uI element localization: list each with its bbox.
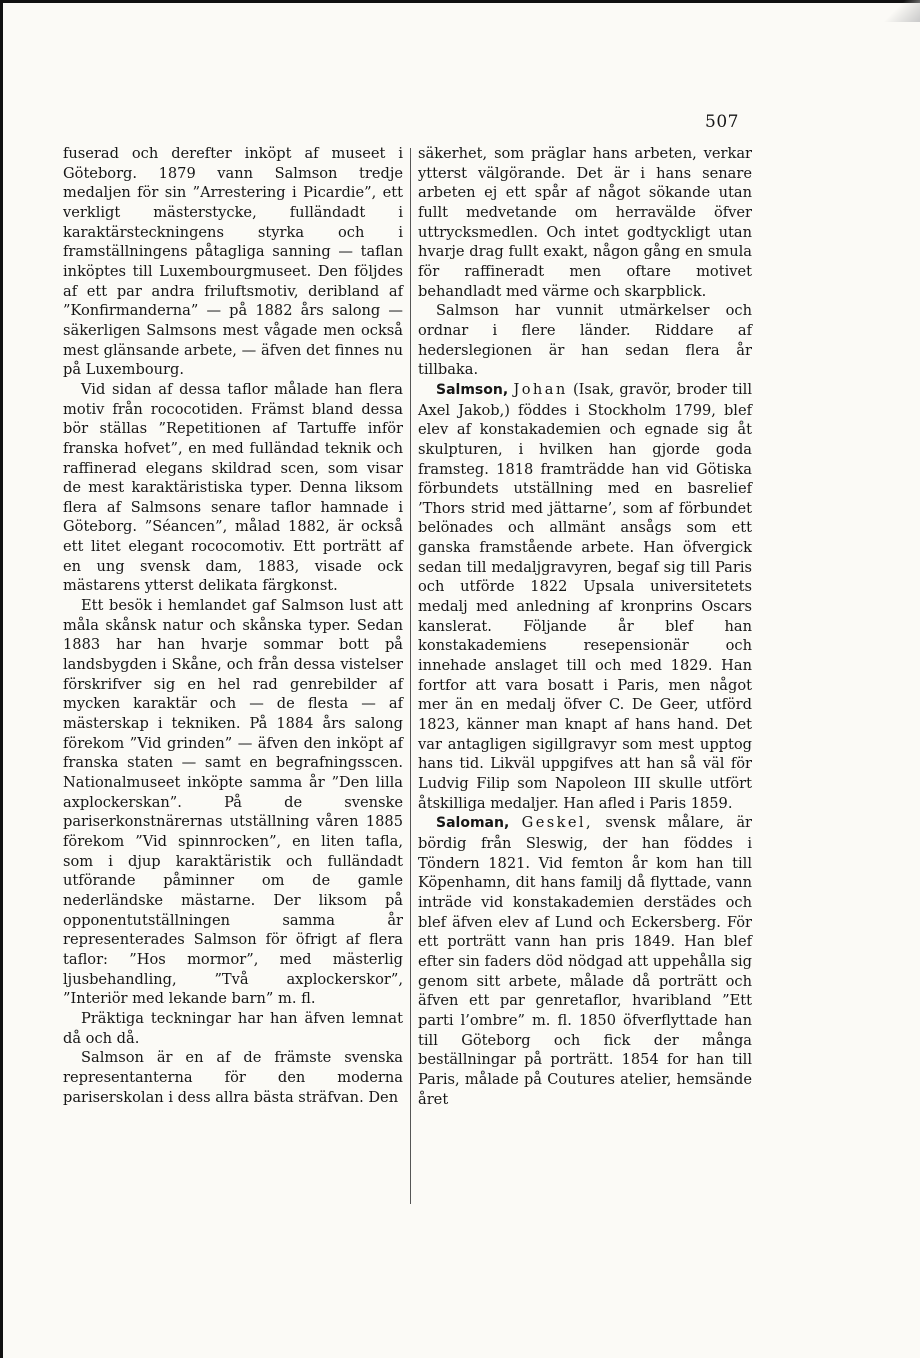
column-divider — [410, 148, 411, 1204]
paragraph: Ett besök i hemlandet gaf Salmson lust att måla skånsk natur och skånska typer. Sedan 1883 har han hvarje sommar bott på landsbygden i Skåne, och från dessa vistelser förskrifver sig en hel rad genrebilder af mycken karaktär och — de flesta — af mästerskap i tekniken. På 1884 års salong förekom ”Vid grinden” — äfven den inköpt af franska staten — samt en begrafningsscen. Nationalmuseet inköpte samma år ”Den lilla axplockerskan”. På de svenske pariserkonstnärernas utställning våren 1885 förekom ”Vid spinnrocken”, en liten tafla, som i djup karaktäristik och fulländadt utförande påminner om de gamle nederländske mästarne. Der liksom på opponentutställningen samma år representerades Salmson för öfrigt af flera taflor: ”Hos mormor”, med mästerlig ljusbehandling, ”Två axplockerskor”, ”Interiör med lekande barn” m. fl. — [63, 597, 403, 1008]
entry-text: (Isak, gravör, broder till Axel Jakob,) föddes i Stockholm 1799, blef elev af konstakademien och egnade sig åt skulpturen, i hvilken han gjorde goda framsteg. 1818 framträdde han vid Götiska förbundets utställning med en basrelief ’Thors strid med jättarne’, som af förbundet belönades och allmänt ansågs som ett ganska framstående arbete. Han öfvergick sedan till medaljgravyren, begaf sig till Paris och utförde 1822 Upsala universitetets medalj med anledning af kronprins Oscars kanslerat. Följande år blef han konstakademiens resepensionär och innehade anslaget till och med 1829. Han fortfor att vara bosatt i Paris, men något mer än en medalj öfver C. De Geer, utförd 1823, känner man knapt af hans hand. Det var antagligen sigillgravyr som mest upptog hans tid. Likväl uppgifves att han så väl för Ludvig Filip som Napoleon III skulle utfört åtskilliga medaljer. Han afled i Paris 1859. — [418, 380, 753, 812]
entry-headword: Saloman, — [436, 815, 510, 832]
entry-headword: Salmson, — [436, 381, 509, 398]
scan-border-left — [0, 0, 3, 1358]
paragraph: Vid sidan af dessa taflor målade han flera motiv från rococotiden. Främst bland dessa bör ställas ”Repetitionen af Tartuffe inför franska hofvet”, en med fulländad teknik och raffinerad elegans skildrad scen, som visar de mest karaktäristiska typer. Denna liksom flera af Salmsons senare taflor hamnade i Göteborg. ”Séancen”, målad 1882, är också ett litet elegant rococomotiv. Ett porträtt af en ung svensk dam, 1883, visade ock mästarens ytterst delikata färgkonst. — [63, 380, 403, 595]
entry-forename: Johan — [513, 380, 568, 398]
page-number: 507 — [705, 112, 739, 132]
entry-salmson-johan — [418, 380, 752, 813]
scan-corner-mark — [880, 0, 920, 22]
entry-text: svensk målare, är bördig från Sleswig, der han föddes i Töndern 1821. Vid femton år kom han till Köpenhamn, dit hans familj då flyttade, vann inträde vid konstakademien derstädes och blef äfven elev af Lund och Eckersberg. För ett porträtt vann han pris 1849. Han blef efter sin faders död nödgad att uppehålla sig genom sitt arbete, målade då porträtt och äfven ett par genretaflor, hvaribland ”Ett parti l’ombre” m. fl. 1850 öfverflyttade han till Göteborg och fick der många beställningar på porträtt. 1854 for han till Paris, målade på Coutures atelier, hemsände året — [418, 814, 753, 1108]
paragraph: Präktiga teckningar har han äfven lemnat då och då. — [63, 1009, 403, 1047]
scan-border-top — [0, 0, 920, 3]
right-column — [418, 144, 752, 1109]
entry-saloman-geskel — [418, 813, 752, 1109]
paragraph: säkerhet, som präglar hans arbeten, verkar ytterst välgörande. Det är i hans senare arbeten ej ett spår af något sökande utan fullt medvetande om herravälde öfver uttrycksmedlen. Och intet godtyckligt utan hvarje drag fullt exakt, någon gång en smula för raffineradt men oftare motivet behandladt med värme och skarpblick. — [418, 145, 752, 300]
paragraph: Salmson är en af de främste svenska representanterna för den moderna pariserskolan i dess allra bästa sträfvan. Den — [63, 1049, 403, 1106]
left-column — [63, 144, 403, 1107]
paragraph: Salmson har vunnit utmärkelser och ordnar i flere länder. Riddare af hederslegionen är han sedan flera år tillbaka. — [418, 302, 752, 379]
entry-forename: Geskel, — [521, 814, 594, 832]
paragraph: fuserad och derefter inköpt af museet i Göteborg. 1879 vann Salmson tredje medaljen för sin ”Arrestering i Picardie”, ett verkligt mästerstycke, fulländadt i karaktärsteckningens styrka och i framställningens påtagliga sanning — taflan inköptes till Luxembourgmuseet. Den följdes af ett par andra friluftsmotiv, deribland af ”Konfirmanderna” — på 1882 års salong — säkerligen Salmsons mest vågade men också mest glänsande arbete, — äfven det finnes nu på Luxembourg. — [63, 145, 403, 379]
